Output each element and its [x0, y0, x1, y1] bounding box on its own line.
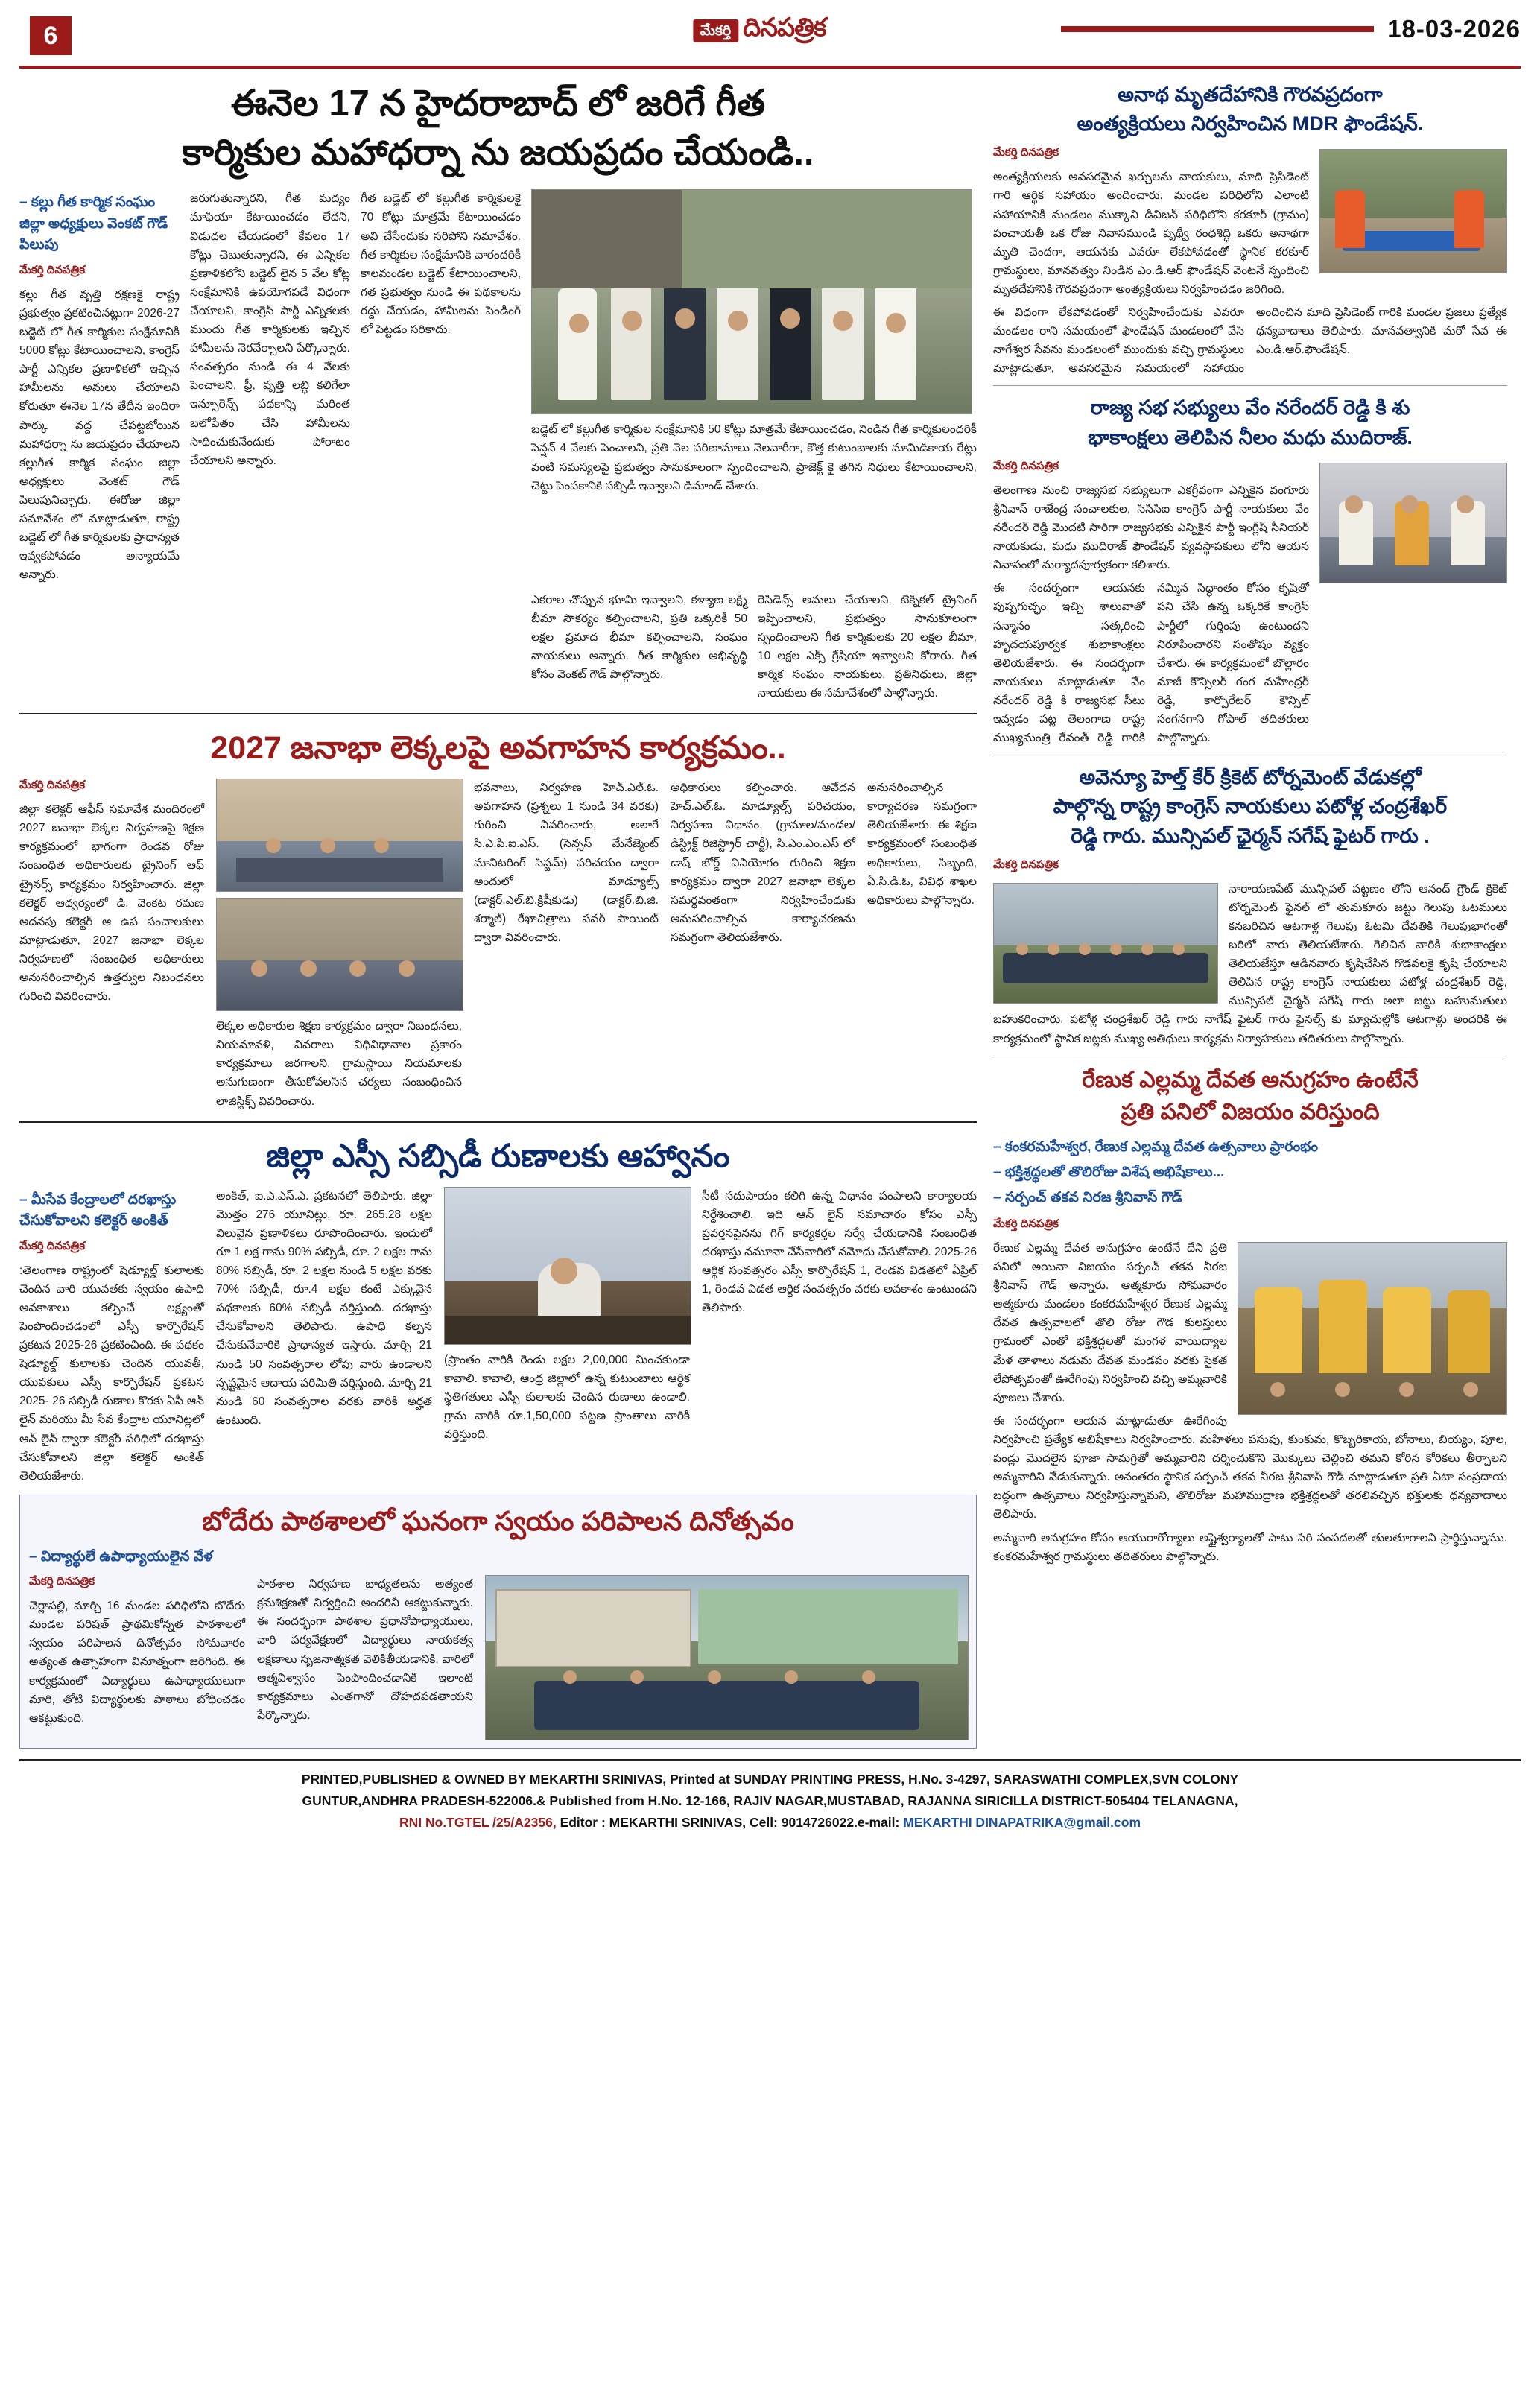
school-para-1: పాఠశాల నిర్వహణ బాధ్యతలను అత్యంత క్రమశిక్షణతో నిర్వర్తించి అందరినీ ఆకట్టుకున్నారు. ఈ సందర్భంగా పాఠశాల ప్రధానోపాధ్యాయులు, వారి పర్యవేక్షణలో విద్యార్థులు నాయకత్వ లక్షణాలు సృజనాత్మకత వెలికితీయడానికి, వారిలో ఆత్మవిశ్వాసం పెంపొందించడానికి ఇలాంటి కార్యక్రమాలు ఎంతగానో దోహదపడతాయని పేర్కొన్నారు. [257, 1578, 473, 1722]
divider-1 [19, 713, 977, 714]
subsidy-byline: మేకర్తి దినపత్రిక [19, 1239, 86, 1252]
school-para-0: చెర్లాపల్లి, మార్చి 16 మండల పరిధిలోని బోదేరు మండల పరిషత్ ప్రాథమికోన్నత పాఠశాలలో స్వయం పరిపాలన దినోత్సవం సోమవారం అత్యంత ఉత్సాహంగా వినూత్నంగా జరిగింది. ఈ కార్యక్రమంలో విద్యార్థులు ఉపాధ్యాయులుగా మారి, తోటి విద్యార్థులకు పాఠాలు బోధించడం ఆకట్టుకుంది. [29, 1600, 245, 1725]
right-story-4-photo [1238, 1242, 1507, 1415]
right-story-2 [993, 393, 1507, 747]
lead-headline-line1: ఈనెల 17 న హైదరాబాద్ లో జరిగే గీత [230, 83, 766, 124]
census-para-0: జిల్లా కలెక్టర్ ఆఫీస్ సమావేశ మందిరంలో 2027 జనాభా లెక్కల నిర్వహణపై శిక్షణ కార్యక్రమంలో భాగంగా రెండవ రోజు సంబంధిత అధికారులకు ట్రైనింగ్ ఆఫ్ ట్రైనర్స్ కార్యక్రమం నిర్వహించారు. జిల్లా కలెక్టర్ ఆధ్వర్యంలో డి. వెంకట రమణ అదనపు కలెక్టర్ ఆ ఉప సంచాలకులు మాట్లాడుతూ, 2027 జనాభా లెక్కల నిర్వహణలో సంబంధిత అధికారులు అనుసరించాల్సిన ఉత్తర్వుల నిబంధనలు గురించి వివరించారు. [19, 803, 204, 1004]
right-story-1-para-1: ఈ విధంగా లేకపోవడంతో నిర్వహించేందుకు ఎవరూ మండలం రాని సమయంలో ఫౌండేషన్ మండలంలో వేసి నాగేశ్వర సేవను మండలంలో ముందుకు వచ్చి గ్రామస్థులు మాట్లాడుతూ, అవసరమైన సమయంలో సహాయం అందించిన మాది ప్రెసిడెంట్ గారికి మండల ప్రజలు ప్రత్యేక ధన్యవాదాలు తెలిపారు. మానవత్వానికి మరో సేవ ఈ ఎం.డి.ఆర్.ఫౌండేషన్. [993, 306, 1507, 376]
publication-date: 18-03-2026 [1387, 15, 1521, 42]
right-story-1-line2: అంత్యక్రియలు నిర్వహించిన MDR ఫౌండేషన్. [1077, 113, 1424, 136]
school-byline: మేకర్తి దినపత్రిక [29, 1575, 95, 1588]
school-story [19, 1495, 977, 1749]
right-story-3-line3: రెడ్డి గారు. మున్సిపల్ ఛైర్మన్ సగేష్ ఫైటర్ గారు . [1071, 824, 1430, 847]
right-story-3-photo [993, 883, 1218, 1004]
school-photo [485, 1575, 969, 1740]
census-para-4: అనుసరించాల్సిన కార్యాచరణ సమగ్రంగా తెలియజేశారు. ఈ శిక్షణ కార్యక్రమంలో సంబంధిత అధికారులు, సిబ్బంది, ఏ.సి.డి.ఓ, వివిధ శాఖల అధికారులు పాల్గొన్నారు. [867, 782, 977, 907]
right-story-1-para-0: అంత్యక్రియలకు అవసరమైన ఖర్చులను నాయకులు, మాది ప్రెసిడెంట్ గారి ఆర్థిక సహాయం అందించారు. మండల పరిధిలోని ఎలాంటి సహాయానికి మండలం ముక్కాని డివిజన్ పరిధిలోని కరకూర్ (గ్రామం) పంచాయతీ ఒక రోజు నివాసముండి పృథ్వీ రంధశిద్ధి ఒకరు అనాథగా మృతి చెందగా, ఆయనకు ఎవరూ లేకపోవడంతో స్థానిక కరకూర్ గ్రామస్థులు, మానవత్వం నిండిన ఎం.డి.ఆర్ ఫౌండేషన్ వెంటనే స్పందించి మృతదేహానికి గౌరవప్రదంగా అంత్యక్రియలు నిర్వహించడం జరిగింది. [993, 171, 1309, 296]
right-story-2-line2: భాకాంక్షలు తెలిపిన నీలం మధు ముదిరాజ్. [1088, 425, 1413, 449]
school-subhead: – విద్యార్థులే ఉపాధ్యాయులైన వేళ [29, 1548, 213, 1565]
census-story [19, 728, 977, 1110]
right-story-2-line1: రాజ్య సభ సభ్యులు వేం నరేందర్ రెడ్డి కి శు [1090, 396, 1410, 419]
bullet-1: – భక్తిశ్రద్ధలతో తొలిరోజు విశేష అభిషేకాలు... [993, 1165, 1225, 1181]
page-columns [19, 76, 1521, 1749]
right-column [993, 76, 1507, 1566]
footer-email[interactable]: MEKARTHI DINAPATRIKA@gmail.com [903, 1814, 1141, 1830]
right-story-3-headline [993, 763, 1507, 850]
lead-para-2: గీత బడ్జెట్ లో కల్లుగీత కార్మికులకై 70 కోట్లు మాత్రమే కేటాయించడం అవి చేసేందుకు సరిపోని సమావేశం. గీత కార్మికుల సంక్షేమానికి వారందరికీ కాలమండల బడ్జెట్ కేటాయించాలని, గత ప్రభుత్వం నుండి ఈ పథకాలను రద్దు చేయడం, హామీలను పెండింగ్ లో పెట్టడం సరికాదు. [361, 192, 521, 337]
right-story-4-para-1: ఈ సందర్భంగా ఆయన మాట్లాడుతూ ఊరేగింపు నిర్వహించి ప్రత్యేక అభిషేకాలు నిర్వహించారు. మహిళలు పసుపు, కుంకుమ, కొబ్బరికాయ, బోనాలు, బియ్యం, పూల, పండ్లు మొదలైన పూజా సామగ్రితో అమ్మవారిని దర్శించుకొని మొక్కులు చెల్లించి తమని కోరిన కోరికలు తీర్చాలని అమ్మవారిని వేడుకున్నారు. అనంతరం స్థానిక సర్పంచ్ తకవ నీరజ శ్రీనివాస్ గౌడ్ మాట్లాడుతూ ప్రతి ఏటా సంప్రదాయ బద్ధంగా ఉత్సవాలు నిర్వహిస్తున్నామని, తొలిరోజు మహాముద్రాణ భక్తిశ్రద్ధలతో తరలివచ్చిన భక్తులకు ధన్యవాదాలు తెలిపారు. [993, 1414, 1507, 1521]
census-title: 2027 జనాభా లెక్కలపై అవగాహన కార్యక్రమం.. [210, 730, 786, 767]
footer-rni: RNI No.TGTEL /25/A2356, [399, 1814, 557, 1830]
footer-line-1: PRINTED,PUBLISHED & OWNED BY MEKARTHI SRINIVAS, Printed at SUNDAY PRINTING PRESS, H.No. 3-4297, SARASWATHI COMPLEX,SVN COLONY [301, 1772, 1239, 1787]
census-photo-1 [216, 779, 463, 892]
main-column [19, 76, 977, 1749]
newspaper-logo [693, 13, 826, 48]
lead-headline [19, 79, 977, 177]
divider-r1 [993, 385, 1507, 386]
right-story-1-byline: మేకర్తి దినపత్రిక [993, 146, 1059, 159]
right-story-1-headline [993, 80, 1507, 139]
lead-para-1: జరుగుతున్నారని, గీత మద్యం మాఫియా కేటాయించడం లేదని, విడుదల చేయడంలో కేవలం 17 కోట్లు చెబుతున్నారని, ఈ ఎన్నికల ప్రణాళికలోని బడ్జెట్ లైన 5 వేల కోట్ల సంక్షేమానికి ఉపయోగపడే విధంగా చేయాలని, కాంగ్రెస్ పార్టీ ఎన్నికలకు ముందు గీత కార్మికులకు ఇచ్చిన హామీలను నెరవేర్చాలని పేర్కొన్నారు. సంవత్సరం నుండి ఈ 4 వేలకు పెంచాలని, ఫ్రీ, వృత్తి లబ్ధి కలిగేలా ఇన్సూరెన్స్ పథకాన్ని మరింత బలోపేతం చేసి హామీలను సాధించుకునేందుకు పోరాటం చేయాలని అన్నారు. [190, 192, 350, 467]
right-story-4-bullets [993, 1136, 1507, 1210]
footer-line-2: GUNTUR,ANDHRA PRADESH-522006.& Published from H.No. 12-166, RAJIV NAGAR,MUSTABAD, RAJANNA SIRICILLA DISTRICT-505404 TELANAGNA, [302, 1793, 1238, 1808]
lead-story [19, 79, 977, 703]
page-footer [19, 1759, 1521, 1834]
date-rule [1061, 26, 1374, 32]
subsidy-photo [444, 1187, 691, 1345]
school-title: బోదేరు పాఠశాలలో ఘనంగా స్వయం పరిపాలన దినోత్సవం [202, 1505, 794, 1536]
right-story-2-photo [1319, 463, 1507, 583]
lead-para-4: ఎకరాల చొప్పున భూమి ఇవ్వాలని, కళ్యాణ లక్ష్మి బీమా సౌకర్యం కల్పించాలని, ప్రతి ఒక్కరికీ 50 లక్షల ప్రమాద భీమా కల్పించాలని, సంఘం నాయకులు అన్నారు. గీత కార్మికుల అభివృద్ధి కోసం వెంకట్ గౌడ్ పాల్గొన్నారు. [531, 593, 747, 681]
subsidy-subhead: – మీసేవ కేంద్రాలలో దరఖాస్తు చేసుకోవాలని కలెక్టర్ అంకిత్ [19, 1191, 177, 1229]
subsidy-para-2: (ప్రాంతం వారికి రెండు లక్షల 2,00,000 మించకుండా కావాలి. కావాలి, ఆంధ్ర జిల్లాలో ఉన్న కుటుంబాలు ఆర్థిక స్థితిగతులు ఎస్సీ కులాలకు చెందిన రుణాలు ఉండాలి. గ్రామ వారికి రూ.1,50,000 పట్టణ ప్రాంతాలు వారికి వర్తిస్తుంది. [444, 1353, 690, 1441]
masthead [19, 13, 1521, 69]
date-bar [1061, 15, 1521, 43]
right-story-4-line2: ప్రతి పనిలో విజయం వరిస్తుంది [1121, 1100, 1380, 1125]
lead-subhead: – కల్లు గీత కార్మిక సంఘం జిల్లా అధ్యక్షులు వెంకట్ గౌడ్ పిలుపు [19, 194, 168, 253]
logo-badge: మేకర్తి [693, 19, 738, 43]
right-story-4-para-0: రేణుక ఎల్లమ్మ దేవత అనుగ్రహం ఉంటేనే దేని ప్రతి పనిలో అయినా విజయం సర్పంచ్ తకవ నీరజ శ్రీనివాస్ గౌడ్ అన్నారు. ఆత్మకూరు సోమవారం ఆత్మకూరు మండలం కంకరమహేశ్వర రేణుక ఎల్లమ్మ దేవత ఉత్సవాలలో తొలి రోజు గౌడ కులస్తులు గ్రామంలో ఎంతో భక్తిశ్రద్ధలతో మంగళ వాయిద్యాల మేళ తాళాలు నడుమ దేవత మండపం వరకు సైకత లేపోత్సవంతో ఊరేగింపు నిర్వహించి వచ్చి అమ్మవారికి పూజలు చేశారు. [993, 1241, 1227, 1404]
lead-byline: మేకర్తి దినపత్రిక [19, 263, 86, 276]
right-story-3-line2: పాల్గొన్న రాష్ట్ర కాంగ్రెస్ నాయకులు పటోళ్ల చంద్రశేఖర్ [1053, 795, 1448, 818]
right-story-4-headline [993, 1064, 1507, 1129]
right-story-4-byline: మేకర్తి దినపత్రిక [993, 1217, 1059, 1230]
right-story-1 [993, 80, 1507, 378]
lead-para-0: కల్లు గీత వృత్తి రక్షణకై రాష్ట్ర ప్రభుత్వం ప్రకటించినట్లుగా 2026-27 బడ్జెట్ లో గీత కార్మికుల సంక్షేమానికి 5000 కోట్లు కేటాయించాలని, కాంగ్రెస్ పార్టీ ఎన్నికల ప్రణాళికలో ఇచ్చిన హామీలను అమలు చేయాలని కోరుతూ ఈనెల 17న తేదీన ఇందిరా పార్కు వద్ద చేపట్టబోయిన మహాధర్నా ను జయప్రదం చేయాలని కల్లుగీత కార్మిక సంఘం జిల్లా అధ్యక్షులు వెంకట్ గౌడ్ పిలుపునిచ్చారు. ఈరోజు జిల్లా సమావేశం లో మాట్లాడుతూ, రాష్ట్ర బడ్జెట్ లో గీత కార్మికులకు ప్రాధాన్యత ఇవ్వకపోవడం అన్యాయమే అన్నారు. [19, 288, 180, 582]
right-story-2-byline: మేకర్తి దినపత్రిక [993, 459, 1059, 472]
subsidy-title: జిల్లా ఎస్సీ సబ్సిడీ రుణాలకు ఆహ్వానం [266, 1138, 730, 1174]
census-para-2: భవనాలు, నిర్వహణ హెచ్.ఎల్.ఓ. అవగాహన (ప్రశ్నలు 1 నుండి 34 వరకు) గురించి వివరించారు, అలాగే సి.ఎ.పి.ఐ.ఎస్. (సెన్సస్ మేనేజ్మెంట్ మానిటరింగ్ సిస్టమ్) పరిచయం ద్వారా అందులో మాడ్యూల్స్ (డాక్టర్.ఎల్.బి.క్రిషీకుడు) (డాక్టర్.బి.జి. శర్మాల్) రేఖాచిత్రాలు పవర్ పాయింట్ ద్వారా వివరించారు. [474, 782, 659, 944]
lead-para-5: రెసిడెన్స్ అమలు చేయాలని, టెక్నికల్ ట్రైనింగ్ ఇప్పించాలని, ప్రభుత్వం సానుకూలంగా స్పందించాలని గీత కార్మికులకు 20 లక్షల బీమా, 10 లక్షల ఎక్స్ గ్రేషియా ఇవ్వాలని కోరారు. గీత కార్మిక సంఘం నాయకులు, ప్రతినిధులు, జిల్లా నాయకులు ఈ సమావేశంలో పాల్గొన్నారు. [758, 593, 977, 700]
subsidy-story [19, 1136, 977, 1486]
right-story-4-line1: రేణుక ఎల్లమ్మ దేవత అనుగ్రహం ఉంటేనే [1082, 1067, 1419, 1092]
bullet-2: – సర్పంచ్ తకవ నిరజ శ్రీనివాస్ గౌడ్ [993, 1190, 1182, 1206]
lead-photo [531, 189, 972, 414]
lead-para-3: బడ్జెట్ లో కల్లుగీత కార్మికుల సంక్షేమానికి 50 కోట్లు మాత్రమే కేటాయించడం, నిండిన గీత కార్మికులందరికీ పెన్షన్ 4 వేలకు పెంచాలని, ప్రతి నెల పరిణామాలు నెలవారీగా, కొత్త కుటుంబాలకు మామిడికాయ రేట్లు వంటి సమస్యలపై ప్రభుత్వం సానుకూలంగా స్పందించాలని, ప్రాజెక్ట్ కై తగిన నిధులు కేటాయించాలని, చెట్టు పెంపకానికి సబ్సిడీ ఇవ్వాలని డిమాండ్ చేశారు. [531, 423, 977, 492]
page-number: 6 [30, 16, 72, 55]
subsidy-para-3: సీటీ సదుపాయం కలిగి ఉన్న విధానం పంపాలని కార్యాలయ నిర్దేశించాలి. ఇది ఆన్ లైన్ సమాచారం కోసం ఎస్సీ ప్రవర్తనపైనను గిగ్ కార్యకర్తల సర్వే చేయడానికి సంబంధిత దరఖాస్తు నమూనా చేసేవారిలో నమోదు చేసుకోవాలి. 2025-26 ఆర్థిక సంవత్సరం ఎస్సీ కార్పొరేషన్ 1, రెండవ విడతలో ఏప్రిల్ 1, రెండవ విడత ఆర్థిక సంవత్సరం వరకు అవకాశం ఉంటుందని తెలిపారు. [702, 1189, 977, 1315]
divider-2 [19, 1121, 977, 1123]
subsidy-para-0: :తెలంగాణ రాష్ట్రంలో షెడ్యూల్డ్ కులాలకు చెందిన వారి యువతకు స్వయం ఉపాధి అవకాశాలు కల్పించే లక్ష్యంతో పెంపొందించడంలో ఎస్సీ కార్పొరేషన్ ప్రకటన 2025-26 ప్రకటించింది. ఈ పథకం షెడ్యూల్డ్ కులాలకు చెందిన యువతీ, యువకులు ఎస్సీ కార్పొరేషన్ ప్రకటన 2025- 26 సబ్సిడీ రుణాల కొరకు ఏపీ ఆన్ లైన్ మరియు మీ సేవ కేంద్రాల యూనిట్లలో ఆన్ లైన్ ద్వారా కలెక్టర్ పరిధిలో దరఖాస్తు చేసుకోవాలని జిల్లా కలెక్టర్ అంకిత్ తెలియజేశారు. [19, 1264, 204, 1483]
right-story-2-headline [993, 393, 1507, 451]
subsidy-para-1: అంకిత్, ఐ.ఎ.ఎస్.ఎ. ప్రకటనలో తెలిపారు. జిల్లా మొత్తం 276 యూనిట్లు, రూ. 265.28 లక్షల విలువైన ప్రణాళికలు రూపొందించారు. ఇందులో రూ 1 లక్ష గాను 90% సబ్సిడీ, రూ. 2 లక్షల గాను 80% సబ్సిడీ, రూ. 2 లక్షల నుండి 5 లక్షల వరకు 70% సబ్సిడీ, రూ.4 లక్షల కంటే ఎక్కువైన పథకాలకు 60% సబ్సిడీ వర్తిస్తుంది. దరఖాస్తు చేసుకోవాలని తెలిపారు. ఉపాధి కల్పన చేసుకునేవారికి ప్రాధాన్యత ఇస్తారు. మార్చి 21 నుండి 50 సంవత్సరాల లోపు వారు ఉండాలని స్పష్టమైన ఆదాయ పరిమితి వర్తిస్తుంది. మార్చి 21 నుండి 60 సంవత్సరాల వరకు వారికి అర్హత ఉంటుంది. [216, 1189, 432, 1427]
right-story-4 [993, 1064, 1507, 1566]
census-para-3: అధికారులు కల్పించారు. ఆవేదన హెచ్.ఎల్.ఓ. మాడ్యూల్స్ పరిచయం, నిర్వహణ విధానం, (గ్రామాల/మండల/డిస్ట్రిక్ట్ రిజిస్ట్రార్ చార్జీ), సి.ఎం.ఎం.ఎస్ లో డాష్ బోర్డ్ వినియోగం గురించి శిక్షణ కార్యక్రమం ద్వారా 2027 జనాభా లెక్కల సమర్థవంతంగా నిర్వహించేందుకు అనుసరించాల్సిన కార్యాచరణను సమగ్రంగా తెలియజేశారు. [671, 782, 855, 944]
right-story-2-para-1: ఈ సందర్భంగా ఆయనకు పుష్పగుచ్ఛం ఇచ్చి శాలువాతో సన్మానం సత్కరించి హృదయపూర్వక శుభాకాంక్షలు తెలియజేశారు. ఈ సందర్భంగా నాయకులు మాట్లాడుతూ వేం నరేందర్ రెడ్డి కి రాజ్యసభ సీటు ఇవ్వడం పట్ల తెలంగాణ రాష్ట్ర ముఖ్యమంత్రి రేవంత్ రెడ్డి గారికి నమ్మిన సిద్ధాంతం కోసం కృషితో పని చేసి ఉన్న ఒక్కరికే కాంగ్రెస్ పార్టీలో గుర్తింపు ఉంటుందని నిరూపించారని సంతోషం వ్యక్తం చేశారు. ఈ కార్యక్రమంలో బొల్లారం మాజీ కౌన్సిలర్ గంగ మహేంద్రర్ రెడ్డి, కార్పొరేటర్ కౌన్సిల్ సంగనగాని గోపాల్ తదితరులు పాల్గొన్నారు. [993, 582, 1309, 745]
right-story-2-para-0: తెలంగాణ నుంచి రాజ్యసభ సభ్యులుగా ఎకగ్రీవంగా ఎన్నికైన వంగూరు శ్రీనివాస్ రాజేంద్ర సంచాలకుల, సిసిసిఐ కాంగ్రెస్ పార్టీ నాయకులు వేం నరేందర్ రెడ్డి మొదటి సారిగా రాజ్యసభకు ఎన్నికైన పార్టీ ఇంగ్లీష్ సీనియర్ నాయకుడు, మధు ముదిరాజ్ ఫౌండేషన్ వ్యవస్థాపకులు లోని ఆయన నివాసంలో మర్యాదపూర్వకంగా కలిశారు. [993, 484, 1309, 572]
right-story-1-photo [1319, 149, 1507, 273]
logo-text: దినపత్రిక [743, 13, 826, 42]
right-story-3-line1: అవెన్యూ హెల్త్ కేర్ క్రికెట్ టోర్నమెంట్ వేడుకల్లో [1079, 766, 1422, 789]
census-para-1: లెక్కల అధికారుల శిక్షణ కార్యక్రమం ద్వారా నిబంధనలు, నియమావళి, వివరాలు విధివిధానాల ప్రకారం కార్యక్రమాలు జరగాలని, గ్రామస్థాయి నియమాలకు అనుగుణంగా తీసుకోవలసిన చర్యలు సంబంధించిన లాజిస్టిక్స్ వివరించారు. [216, 1020, 462, 1108]
bullet-0: – కంకరమహేశ్వర, రేణుక ఎల్లమ్మ దేవత ఉత్సవాలు ప్రారంభం [993, 1138, 1319, 1155]
right-story-3-para-0: నారాయణపేట్ మున్సిపల్ పట్టణం లోని ఆనంద్ గ్రౌండ్ క్రికెట్ టోర్నమెంట్ ఫైనల్ లో తుమకూరు జట్టు గెలుపు ఓటములు కనబరిచిన ఆటగాళ్ల గెలుపు ఓటమి దేవతికి గెలుపుభాగంతో బరిలో వారు తెలియజేశారు. గెలిచిన వారికి శుభాకాంక్షలు తెలియజేస్తూ ఆడినవారు కృషిచేసిన గొడవలకై కృషి చేయాలని తెలిపిన రాష్ట్ర కాంగ్రెస్ నాయకులు పటోళ్ల చంద్రశేఖర్ రెడ్డి, మున్సిపల్ చైర్మన్ సగేష్ గారు అలా జట్టు బహుమతులు బహుకరించారు. పటోళ్ల చంద్రశేఖర్ రెడ్డి గారు నాగేష్ ఫైటర్ గారు ఫైనల్స్ కు మ్యాచుల్లోకి ఆటగాళ్లు అందరికి ఈ కార్యక్రమంలో స్థానిక జట్లకు ముఖ్య అతిథులు కార్యక్రమ నిర్వాహకులు తదితరులు పాల్గొన్నారు. [993, 882, 1507, 1045]
right-story-1-line1: అనాథ మృతదేహానికి గౌరవప్రదంగా [1118, 83, 1383, 106]
census-byline: మేకర్తి దినపత్రిక [19, 779, 86, 792]
right-story-3-byline: మేకర్తి దినపత్రిక [993, 858, 1059, 871]
right-story-3 [993, 763, 1507, 1048]
footer-line-3 [19, 1812, 1521, 1834]
census-photo-2 [216, 898, 463, 1011]
right-story-4-para-2: అమ్మవారి అనుగ్రహం కోసం ఆయురారోగ్యాలు అష్టైశ్వర్యాలతో పాటు సిరి సంపదలతో తులతూగాలని ప్రార్థిస్తున్నాము. కంకరమహేశ్వర గ్రామస్థులు తదితరులు పాల్గొన్నారు. [993, 1531, 1507, 1563]
footer-editor: Editor : MEKARTHI SRINIVAS, Cell: 9014726022.e-mail: [560, 1814, 900, 1830]
lead-headline-line2: కార్మికుల మహాధర్నా ను జయప్రదం చేయండి.. [182, 133, 814, 174]
